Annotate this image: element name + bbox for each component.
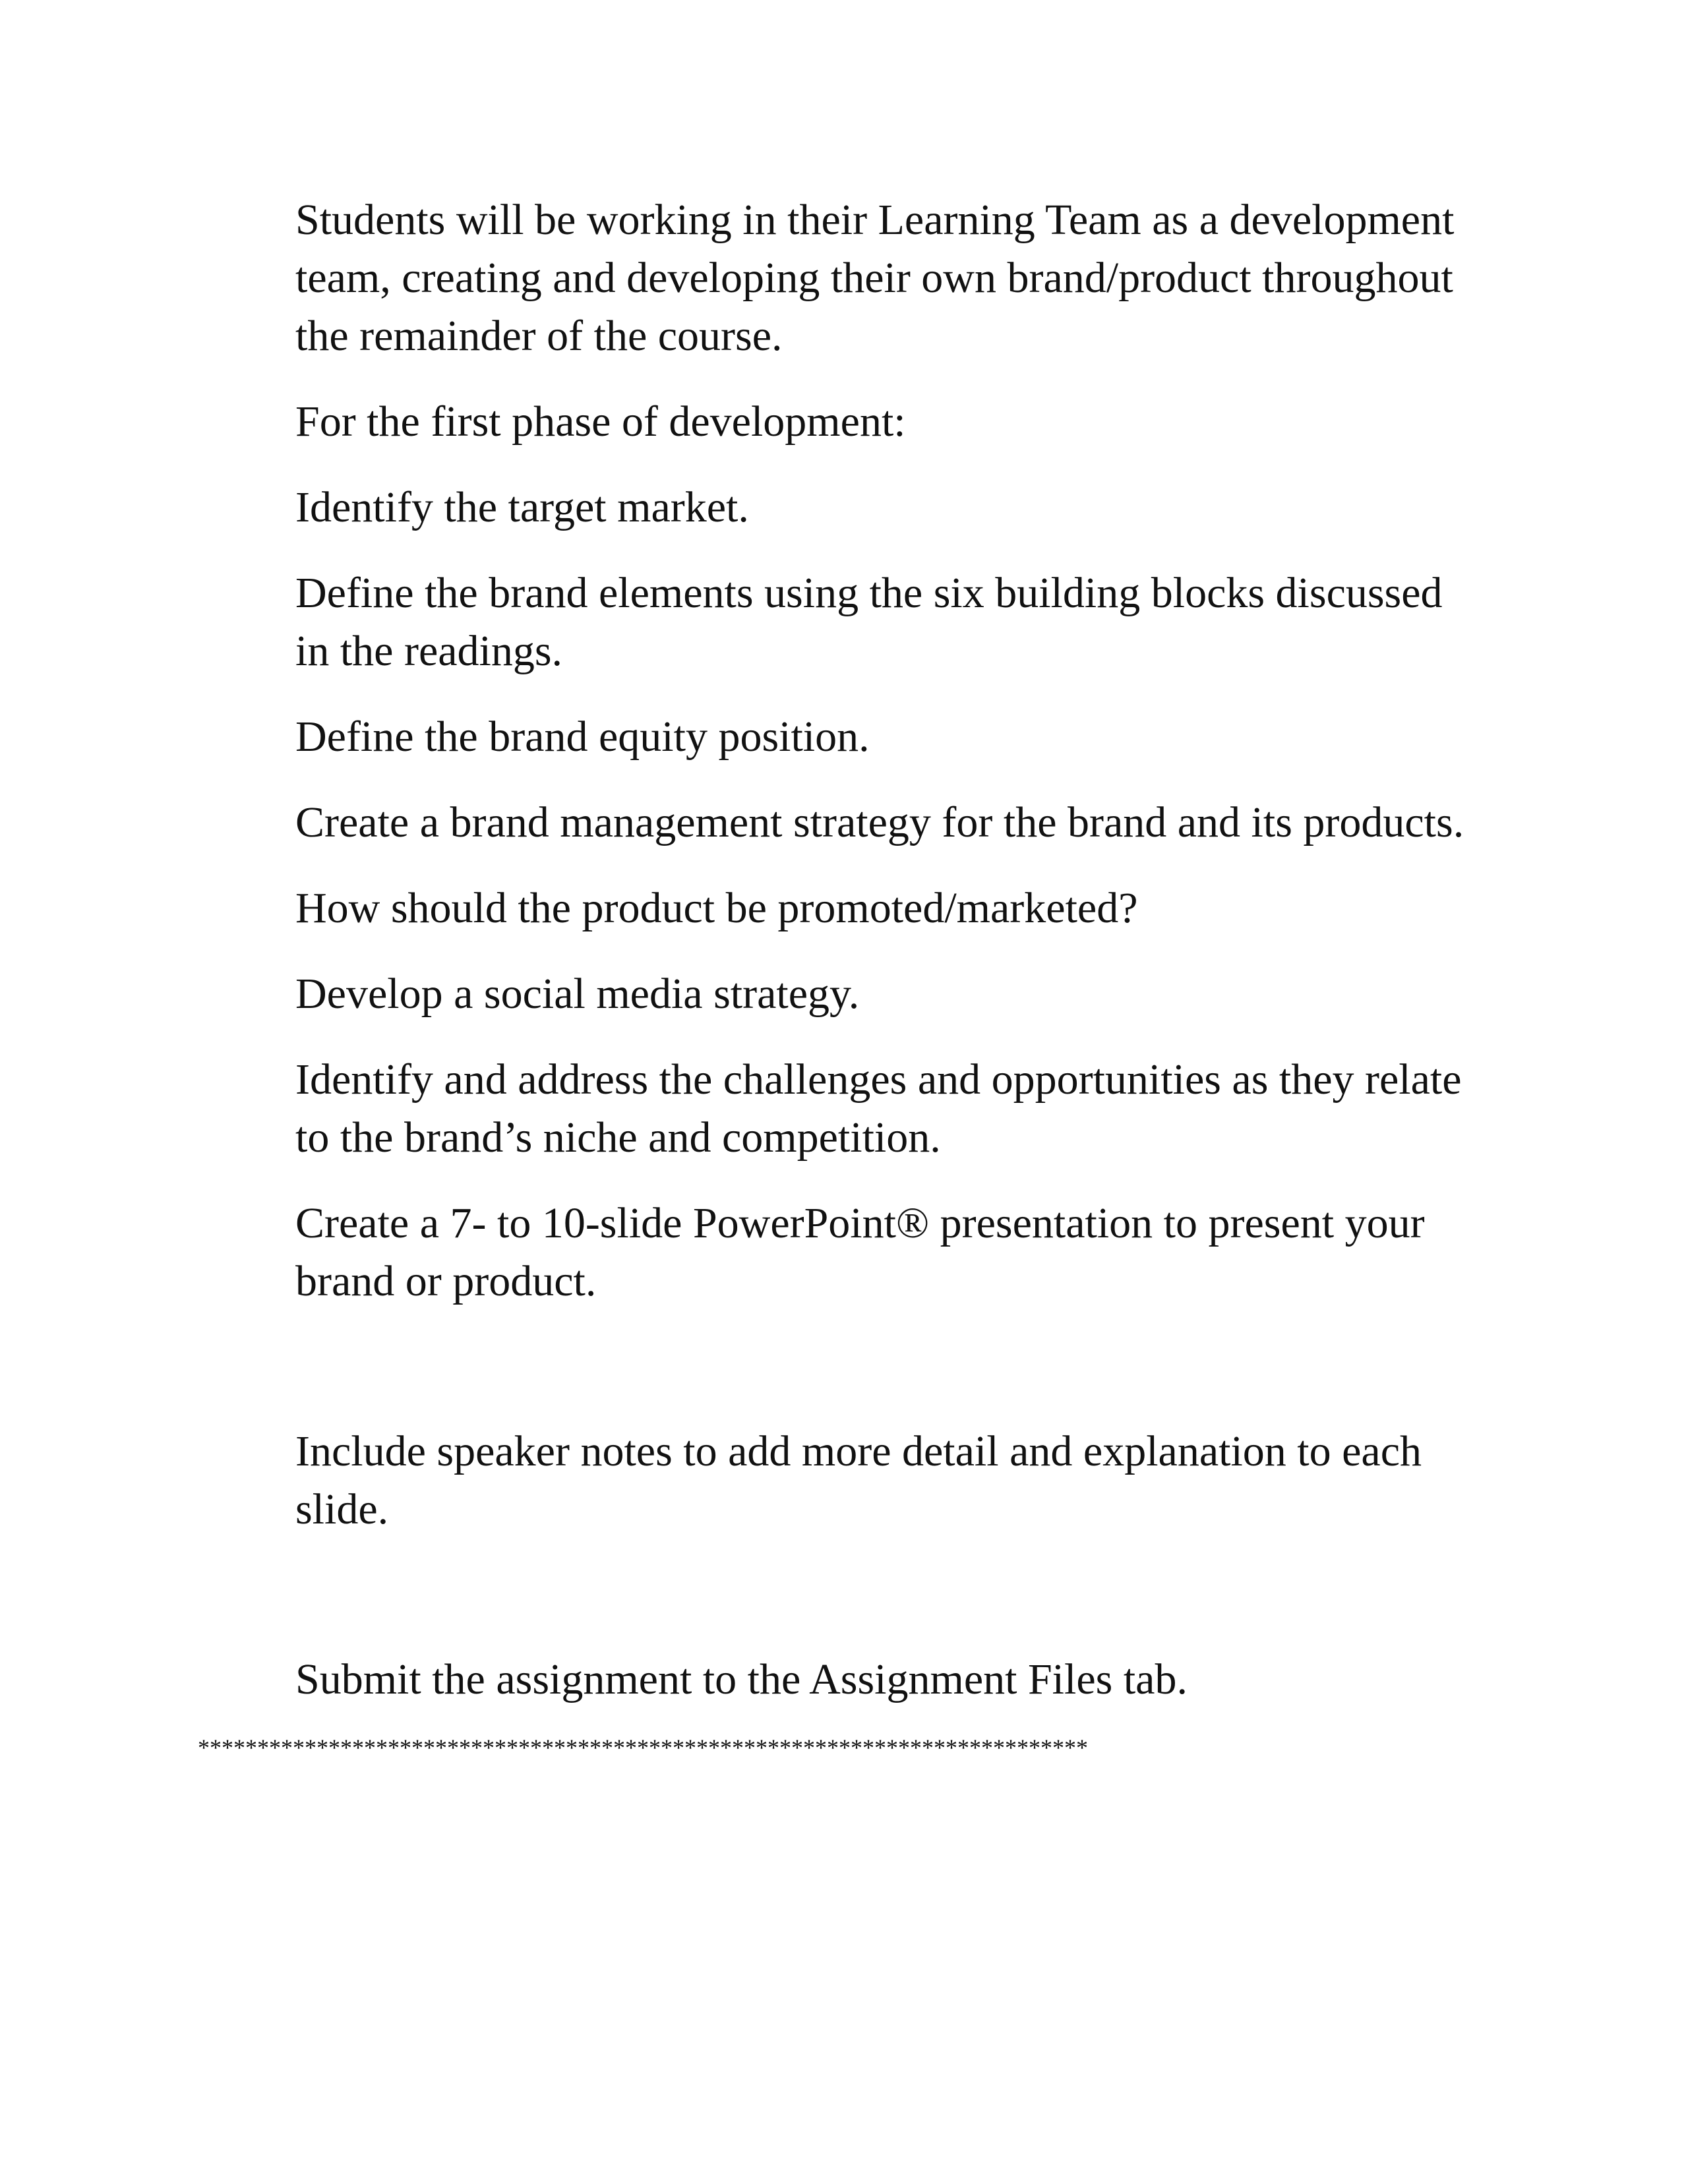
document-body xyxy=(295,191,1482,1736)
paragraph-promotion: How should the product be promoted/marketed? xyxy=(295,884,1138,932)
paragraph-brand-elements: Define the brand elements using the six building blocks discussed in the readings. xyxy=(295,569,1443,675)
paragraph-powerpoint: Create a 7- to 10-slide PowerPoint® presentation to present your brand or product. xyxy=(295,1199,1425,1305)
paragraph-brand-equity: Define the brand equity position. xyxy=(295,713,870,761)
paragraph-challenges: Identify and address the challenges and opportunities as they relate to the brand’s niche and competition. xyxy=(295,1055,1462,1162)
paragraph-first-phase: For the first phase of development: xyxy=(295,398,906,446)
separator-line: *************************************************************************** xyxy=(198,1734,1088,1761)
paragraph-brand-management: Create a brand management strategy for the brand and its products. xyxy=(295,798,1464,846)
paragraph-target-market: Identify the target market. xyxy=(295,483,749,531)
paragraph-intro: Students will be working in their Learning Team as a development team, creating and developing their own brand/product throughout the remainder of the course. xyxy=(295,196,1455,360)
paragraph-speaker-notes: Include speaker notes to add more detail and explanation to each slide. xyxy=(295,1427,1422,1533)
paragraph-social-media: Develop a social media strategy. xyxy=(295,970,860,1018)
paragraph-submit: Submit the assignment to the Assignment Files tab. xyxy=(295,1655,1188,1703)
